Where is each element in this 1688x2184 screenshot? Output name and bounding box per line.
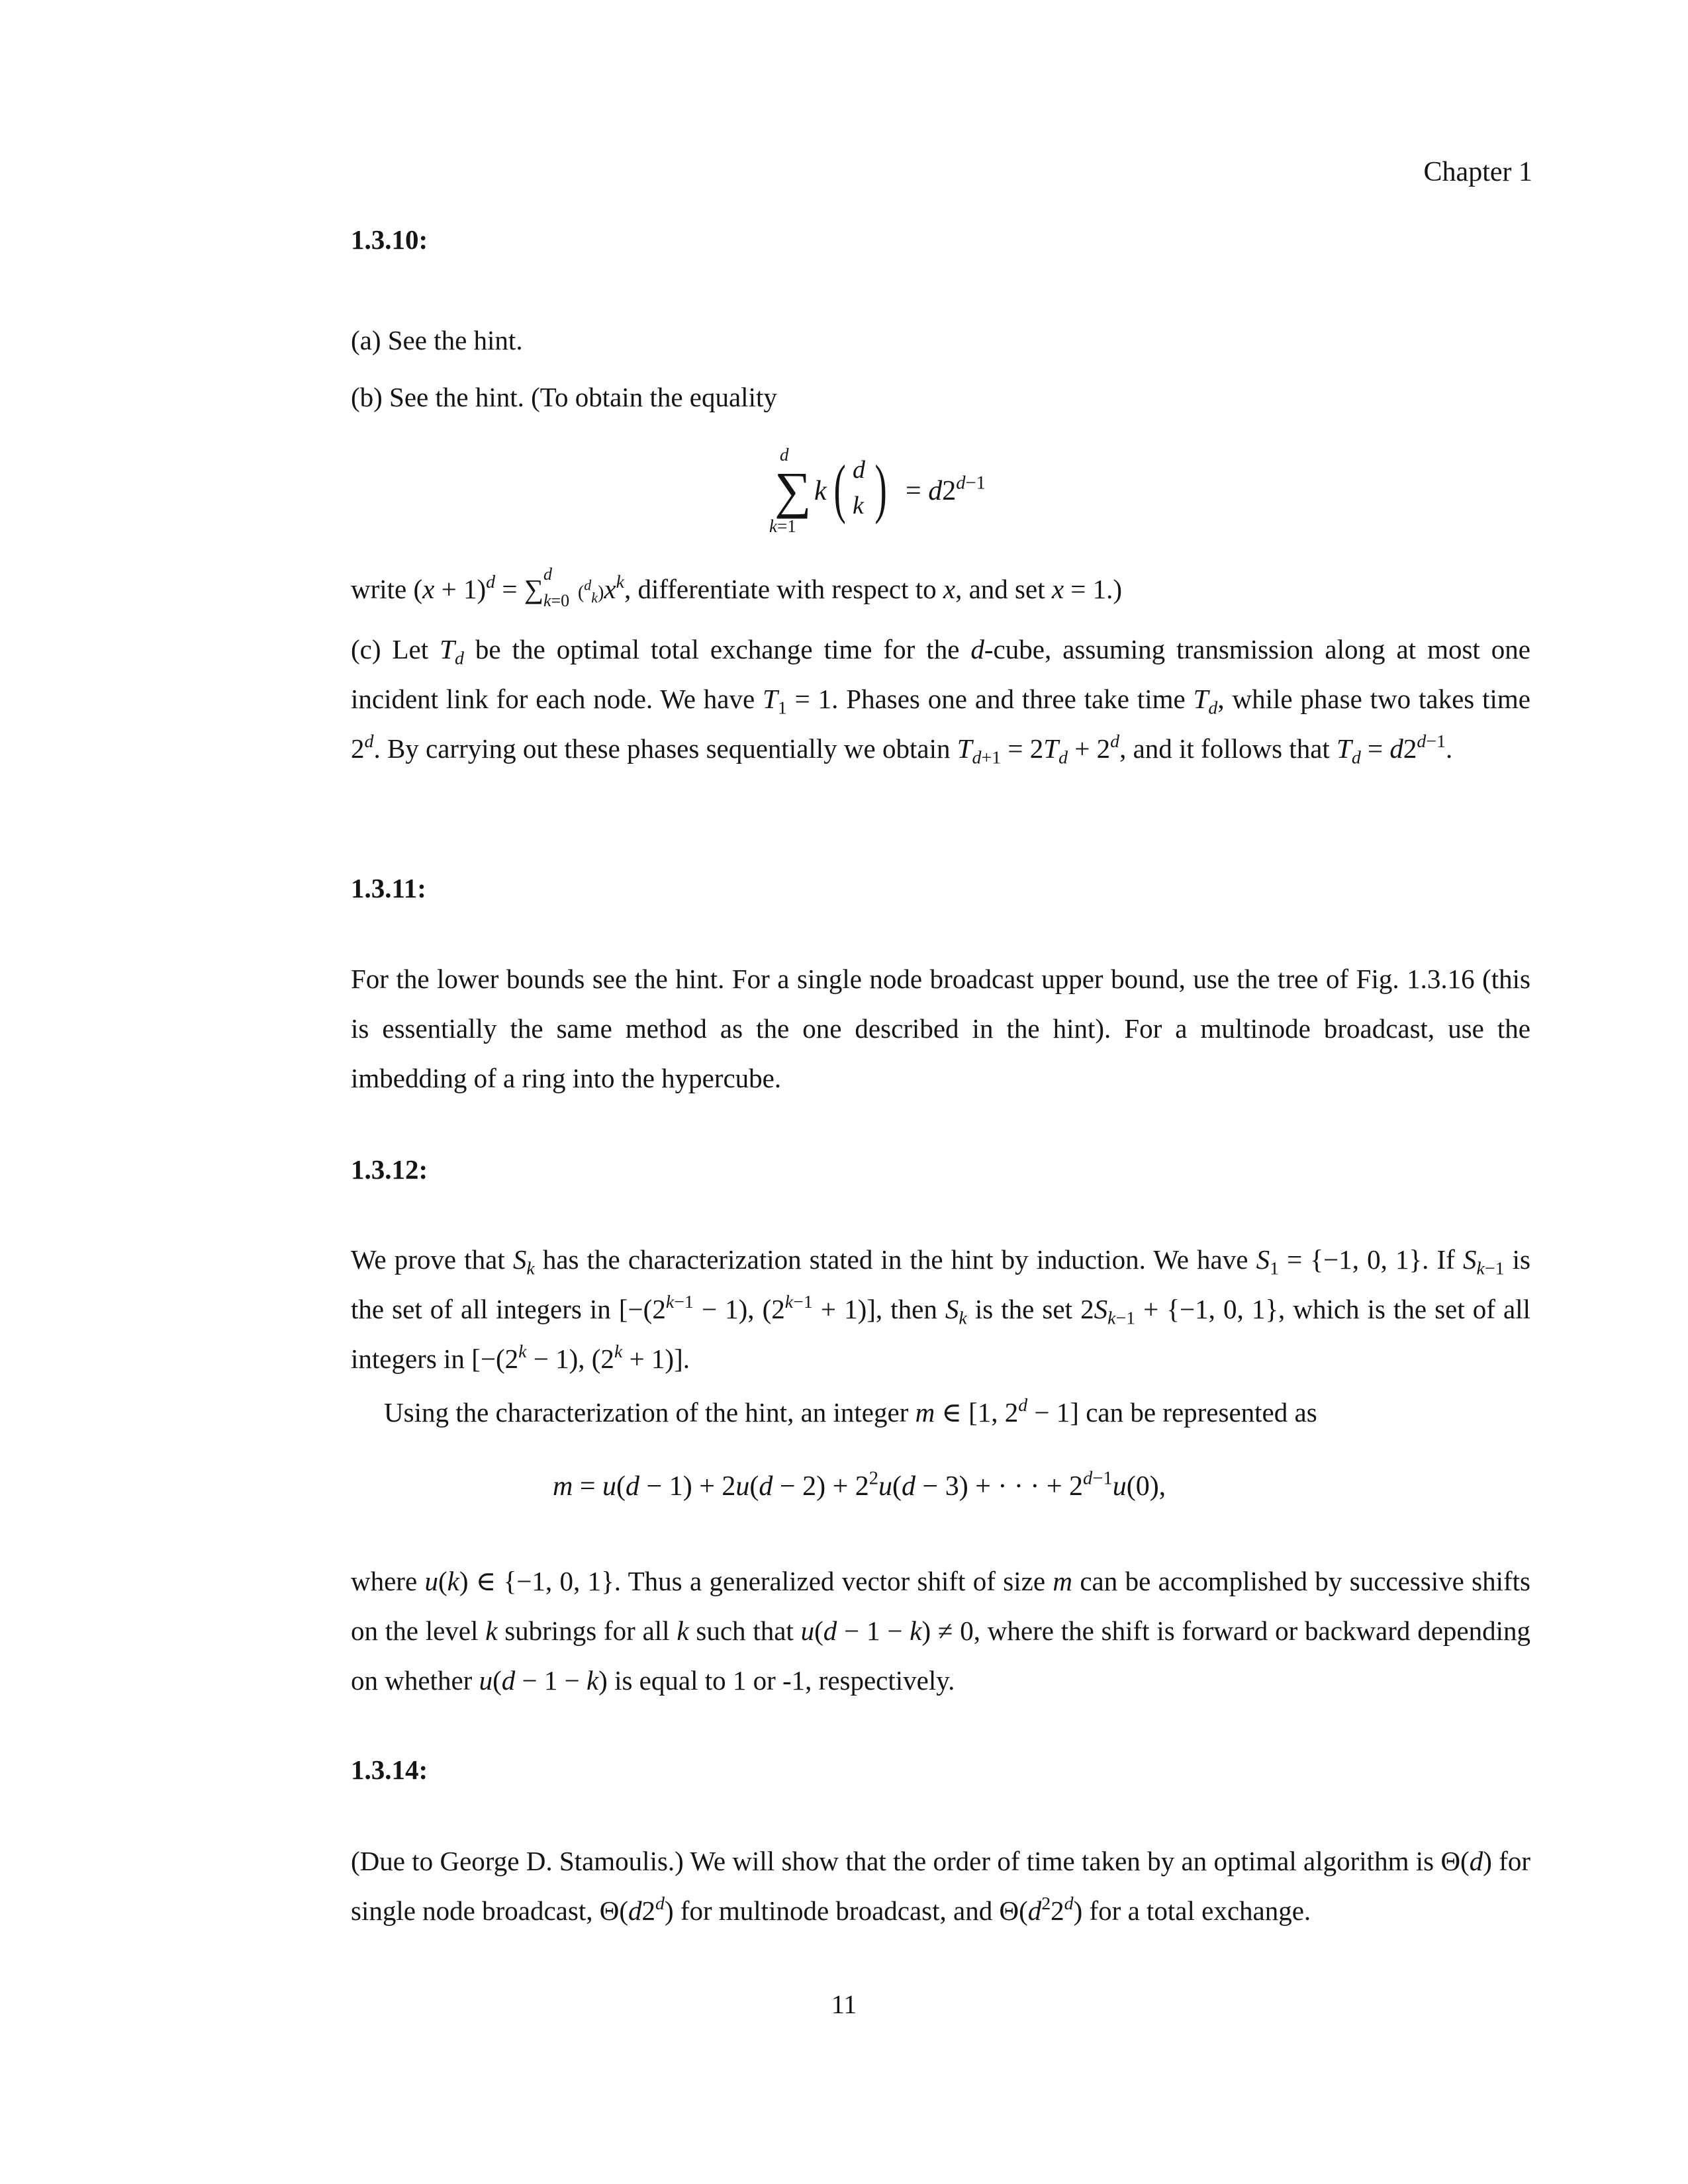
b-differentiate-text: , differentiate with respect to <box>624 574 943 604</box>
s14-text-1: (Due to George D. Stamoulis.) We will show that the order of time taken by an optimal algorithm is <box>351 1846 1441 1876</box>
s12-text-4: is the set of all integers in <box>351 1244 1530 1324</box>
s14-text-2: for single node broadcast, <box>351 1846 1531 1926</box>
b-end-text: = 1.) <box>1064 574 1123 604</box>
c-text-1: (c) Let <box>351 634 440 664</box>
section-heading-1-3-10: 1.3.10: <box>351 224 428 255</box>
s14-text-4: for a total exchange. <box>1082 1895 1311 1926</box>
part-b-write-line <box>351 565 1123 610</box>
section-heading-1-3-14: 1.3.14: <box>351 1754 428 1785</box>
c-text-3: -cube, assuming transmission along at most one incident link for each node. We have <box>351 634 1531 714</box>
section-heading-1-3-12: 1.3.12: <box>351 1154 428 1185</box>
binomial-top: d <box>853 456 865 484</box>
binomial-right-paren: ) <box>874 451 887 525</box>
s12-p3-text-6: , where the shift is forward or backward depending on whether <box>351 1615 1530 1696</box>
s12-p2-text-1: Using the characterization of the hint, an integer <box>384 1397 915 1428</box>
c-text-5: , while phase two takes time <box>1217 684 1530 714</box>
s12-text-5: , then <box>875 1294 945 1324</box>
section-heading-1-3-11: 1.3.11: <box>351 873 426 903</box>
c-text-2: be the optimal total exchange time for the <box>463 634 971 664</box>
c-text-4: = 1. Phases one and three take time <box>786 684 1194 714</box>
s12-text-8: . <box>682 1343 690 1374</box>
b-variable-x: x <box>943 574 956 604</box>
s12-p3-text-4: subrings for all <box>497 1615 677 1646</box>
s12-text-2: has the characterization stated in the hint by induction. We have <box>534 1244 1256 1275</box>
s12-p3-text-3: can be accomplished by successive shifts on the level <box>351 1566 1530 1646</box>
running-head-chapter: Chapter 1 <box>1423 157 1532 187</box>
s12-text-1: We prove that <box>351 1244 513 1275</box>
section-1-3-12-paragraph-1: We prove that $S_k$ has the characterization stated in the hint by induction. We have $S_1 = \{-1$, 0, 1}. If $S_{k-1}$ is the set of all integers in [$-(2^{k-1} - 1)$, $(2^{k-1} + 1)$], then $S_k$ is the set $2S_{k-1} + \{-1$, 0, 1}, which is the set of all integers in [$-(2^k - 1)$, $(2^k + 1)$]. <box>351 1244 1531 1374</box>
s12-p3-text-2: . Thus a generalized vector shift of size <box>614 1566 1053 1596</box>
section-1-3-12-paragraph-2: Using the characterization of the hint, an integer m ∈ [1, $2^d - 1$] can be represented as <box>384 1394 1317 1428</box>
b-binomial-expansion: $(x + 1)^d$ = ∑ d k=0 $(^d_k)x^k$ <box>413 565 624 610</box>
binomial-left-paren: ( <box>833 451 846 525</box>
b-variable-x-2: x <box>1051 574 1064 604</box>
c-text-7: , and it follows that <box>1119 733 1337 764</box>
s12-text-6: is the set <box>966 1294 1081 1324</box>
part-a: (a) See the hint. <box>351 325 523 355</box>
sum-upper-limit: d <box>780 445 789 465</box>
section-1-3-12-paragraph-3: where u(k) ∈ {−1, 0, 1}. Thus a generalized vector shift of size m can be accomplished by successive shifts on the level k subrings for all k such that u(d − 1 − k) ≠ 0, where the shift is forward or backward depending on whether u(d − 1 − k) is equal to 1 or -1, respectively. <box>351 1566 1530 1696</box>
s12-text-3: = {−1, 0, 1}. If <box>1279 1244 1463 1275</box>
summation-sign: ∑ <box>774 461 812 519</box>
s12-text-7: , which is the set of all integers in <box>351 1294 1531 1374</box>
section-1-3-14-paragraph: (Due to George D. Stamoulis.) We will show that the order of time taken by an optimal algorithm is Θ(d) for single node broadcast, Θ(d2$^d$) for multinode broadcast, and $\Theta(d^22^d)$ for a total exchange. <box>351 1846 1531 1926</box>
c-text-8: . <box>1446 733 1453 764</box>
s12-p3-text-5: such that <box>688 1615 801 1646</box>
s12-p3-text-1: where <box>351 1566 425 1596</box>
page-number: 11 <box>831 1989 857 2019</box>
eq-k-factor: k <box>814 476 827 506</box>
b-write-label: write <box>351 574 414 604</box>
c-text-6: . By carrying out these phases sequentially we obtain <box>373 733 957 764</box>
s12-p3-text-7: is equal to 1 or -1, respectively. <box>607 1665 955 1696</box>
binomial-bottom: k <box>853 492 864 520</box>
s14-text-3: for multinode broadcast, and <box>673 1895 1000 1926</box>
sum-lower-limit: k=1 <box>769 516 796 536</box>
display-equation-m-representation: $m = u(d - 1) + 2u(d - 2) + 2^2u(d - 3)$ + · · · + $2^{d-1}u(0)$, <box>553 1468 1166 1502</box>
part-c-paragraph: (c) Let $T_d$ be the optimal total exchange time for the d-cube, assuming transmission along at most one incident link for each node. We have $T_1 = 1$. Phases one and three take time $T_d$, while phase two takes time 2$^d$. By carrying out these phases sequentially we obtain $T_{d+1} = 2T_d + 2^d$, and it follows that $T_d = d2^{d-1}$. <box>351 634 1531 768</box>
eq-rhs: = $d2^{d-1}$ <box>906 473 986 506</box>
part-b-intro: (b) See the hint. (To obtain the equality <box>351 382 777 412</box>
section-1-3-11-paragraph: For the lower bounds see the hint. For a single node broadcast upper bound, use the tree of Fig. 1.3.16 (this is essentially the same method as the one described in the hint). For a multinode broadcast, use the imbedding of a ring into the hypercube. <box>351 964 1530 1093</box>
display-equation-binomial-sum <box>769 445 1053 536</box>
b-set-text: , and set <box>955 574 1052 604</box>
s12-p2-text-2: can be represented as <box>1078 1397 1317 1428</box>
